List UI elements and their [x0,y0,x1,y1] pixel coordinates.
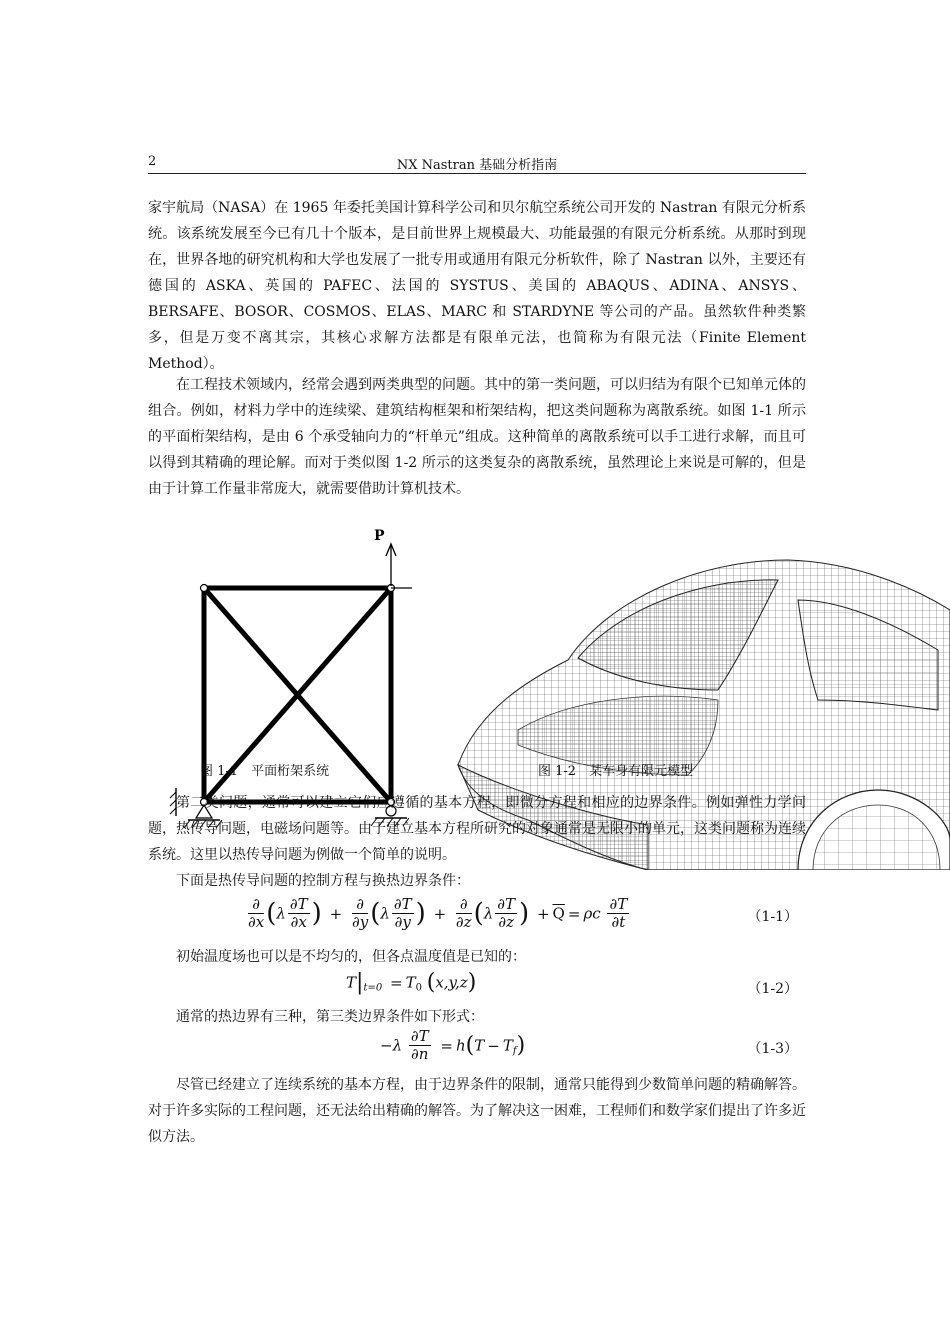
figure-1-2-caption: 图 1-2 某车身有限元模型 [538,764,694,779]
intro-paragraph: 家宇航局（NASA）在 1965 年委托美国计算科学公司和贝尔航空系统公司开发的 Nastran 有限元分析系统。该系统发展至今已有几十个版本，是目前世界上规模最大、功能最强的有限元分析系统。从那时到现在，世界各地的研究机构和大学也发展了一批专用或通用有限元分析软件，除了 Nastran 以外，主要还有德国的 ASKA、英国的 PAFEC、法国的 SYSTUS、美国的 ABAQUS、ADINA、ANSYS、BERSAFE、BOSOR、COSMOS、ELAS、MARC 和 STARDYNE 等公司的产品。虽然软件种类繁多，但是万变不离其宗，其核心求解方法都是有限单元法，也简称为有限元法（Finite Element Method）。 [148,200,806,372]
equation-1-2-number: （1-2） [747,981,798,997]
page-number: 2 [148,154,157,169]
intro-paragraph-block [148,195,806,377]
boundary-condition-text: 通常的热边界有三种，第三类边界条件如下形式： [176,1009,484,1025]
continuous-paragraph-block [148,790,806,868]
page-header [148,152,806,174]
closing-paragraph-block [148,1072,806,1150]
equation-intro-block [148,868,806,894]
discrete-paragraph-block [148,372,806,502]
header-rule [148,173,806,174]
closing-paragraph: 尽管已经建立了连续系统的基本方程，由于边界条件的限制，通常只能得到少数简单问题的精确解答。对于许多实际的工程问题，还无法给出精确的解答。为了解决这一困难，工程师们和数学家们提出了许多近似方法。 [148,1077,806,1145]
equation-1-1-number: （1-1） [747,909,798,925]
equation-1-1 [148,896,806,936]
header-title: NX Nastran 基础分析指南 [396,158,558,173]
equation-1-3 [148,1028,806,1068]
initial-text-block [148,944,806,970]
equation-1-2 [148,968,806,1008]
equation-intro: 下面是热传导问题的控制方程与换热边界条件： [176,873,470,889]
heat-conduction-equation: $\frac{\partial}{\partial x}$ (λ $\frac{\partial T}{\partial x}$ ) + $\frac{\partial}{\partial y}$ (λ $\frac{\partial T}{\partial y}$ ) + $\frac{\partial}{\partial z}$ (λ $\frac{\partial T}{\partial z}$ ) + $\overline{Q} = \rho c$ $\frac{\partial T}{\partial t}$ [248,895,628,931]
continuous-paragraph: 第二类问题，通常可以建立它们应遵循的基本方程，即微分方程和相应的边界条件。例如弹性力学问题，热传导问题，电磁场问题等。由于建立基本方程所研究的对象通常是无限小的单元，这类问题称为连续系统。这里以热传导问题为例做一个简单的说明。 [148,795,806,863]
initial-condition-text: 初始温度场也可以是不均匀的，但各点温度值是已知的： [176,949,526,965]
figure-1-1-caption: 图 1-1 平面桁架系统 [200,764,330,779]
load-label: P [374,528,385,544]
boundary-text-block [148,1004,806,1030]
discrete-paragraph: 在工程技术领域内，经常会遇到两类典型的问题。其中的第一类问题，可以归结为有限个已知单元体的组合。例如，材料力学中的连续梁、建筑结构框架和桁架结构，把这类问题称为离散系统。如图 1-1 所示的平面桁架结构，是由 6 个承受轴向力的“杆单元”组成。这种简单的离散系统可以手工进行求解，而且可以得到其精确的理论解。而对于类似图 1-2 所示的这类复杂的离散系统，虽然理论上来说是可解的，但是由于计算工作量非常庞大，就需要借助计算机技术。 [148,377,806,497]
equation-1-3-number: （1-3） [747,1041,798,1057]
initial-condition-equation: $T|_{t=0} = T_0$ (x,y,z) [346,970,477,995]
truss-joint [201,585,208,592]
third-boundary-equation: −λ $\frac{\partial T}{\partial n}$ = $h(T - T_f)$ [380,1027,526,1063]
